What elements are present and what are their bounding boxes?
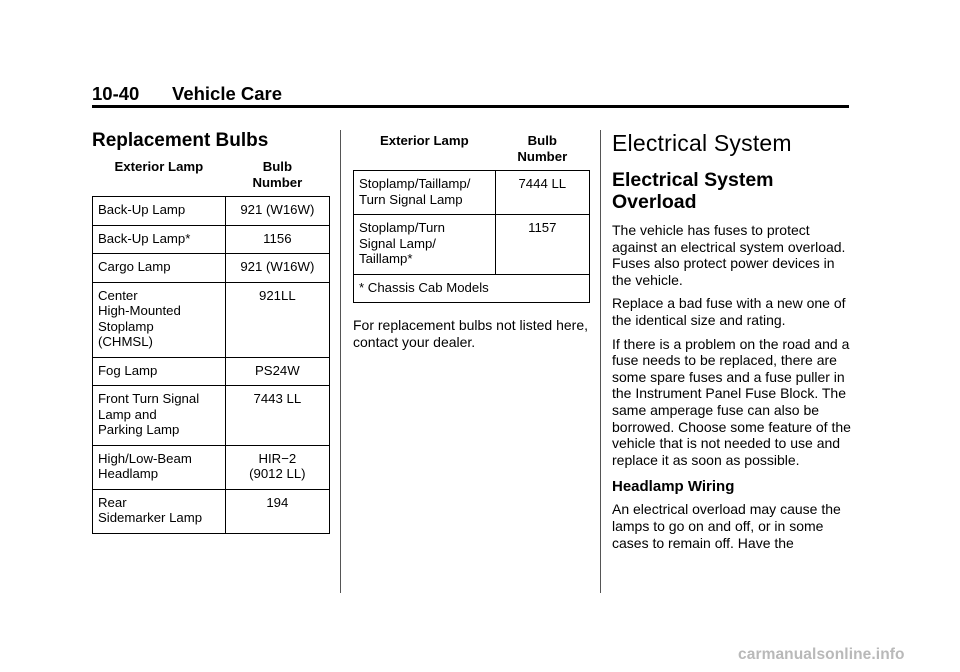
table-row	[354, 171, 590, 215]
table-row	[354, 215, 590, 275]
header-rule	[92, 105, 849, 108]
column-3	[612, 130, 857, 558]
header-bulb-number: Bulb Number	[225, 156, 329, 197]
page-header	[92, 83, 849, 105]
bulb-cell: 921 (W16W)	[225, 197, 329, 226]
bulb-cell: 194	[225, 489, 329, 533]
paragraph-spare-fuses: If there is a problem on the road and a fuse needs to be replaced, there are some spare fuses and a fuse puller in the Instrument Panel Fuse Block. The same amperage fuse can also be borrowed. Choose some feature of the vehicle that is not needed to use and replace it as soon as possible.	[612, 335, 851, 468]
table-row	[93, 254, 330, 283]
table-row	[93, 197, 330, 226]
table-row	[93, 386, 330, 446]
lamp-cell: Cargo Lamp	[93, 254, 226, 283]
table-row	[93, 489, 330, 533]
lamp-cell: Back-Up Lamp	[93, 197, 226, 226]
header-exterior-lamp: Exterior Lamp	[93, 156, 226, 197]
table-row	[93, 357, 330, 386]
paragraph-replace: Replace a bad fuse with a new one of the identical size and rating.	[612, 295, 846, 328]
column-2	[353, 130, 590, 357]
table-row	[93, 445, 330, 489]
table-header-row	[354, 130, 590, 171]
bulb-cell: PS24W	[225, 357, 329, 386]
lamp-cell: Stoplamp/Turn Signal Lamp/ Taillamp*	[354, 215, 496, 275]
lamp-cell: Center High-Mounted Stoplamp (CHMSL)	[93, 282, 226, 357]
lamp-cell: Rear Sidemarker Lamp	[93, 489, 226, 533]
bulb-cell: 921 (W16W)	[225, 254, 329, 283]
bulbs-table-2	[353, 130, 590, 303]
lamp-cell: Fog Lamp	[93, 357, 226, 386]
paragraph-fuses: The vehicle has fuses to protect against an electrical system overload. Fuses also protect power devices in the vehicle.	[612, 222, 846, 288]
lamp-cell: Back-Up Lamp*	[93, 225, 226, 254]
electrical-overload-heading: Electrical System Overload	[612, 169, 774, 213]
header-exterior-lamp: Exterior Lamp	[354, 130, 496, 171]
bulb-cell: HIR−2 (9012 LL)	[225, 445, 329, 489]
bulb-cell: 7443 LL	[225, 386, 329, 446]
lamp-cell: Front Turn Signal Lamp and Parking Lamp	[93, 386, 226, 446]
column-divider-2	[600, 130, 601, 593]
header-bulb-number: Bulb Number	[495, 130, 589, 171]
lamp-cell: High/Low-Beam Headlamp	[93, 445, 226, 489]
bulbs-table-1	[92, 156, 330, 534]
dealer-note: For replacement bulbs not listed here, contact your dealer.	[353, 317, 589, 350]
column-divider-1	[340, 130, 341, 593]
replacement-bulbs-heading: Replacement Bulbs	[92, 130, 269, 151]
table-row	[93, 282, 330, 357]
watermark-text: carmanualsonline.info	[738, 646, 905, 663]
bulb-cell: 1156	[225, 225, 329, 254]
table-row	[93, 225, 330, 254]
bulb-cell: 921LL	[225, 282, 329, 357]
headlamp-wiring-heading: Headlamp Wiring	[612, 478, 735, 496]
paragraph-headlamp-wiring: An electrical overload may cause the lamps to go on and off, or in some cases to remain off. Have the	[612, 501, 841, 551]
page-number: 10-40	[92, 83, 140, 104]
table-header-row	[93, 156, 330, 197]
table-footnote-row	[354, 274, 590, 303]
section-title: Vehicle Care	[172, 83, 283, 104]
column-1	[92, 130, 330, 534]
lamp-cell: Stoplamp/Taillamp/ Turn Signal Lamp	[354, 171, 496, 215]
bulb-cell: 1157	[495, 215, 589, 275]
table-footnote: * Chassis Cab Models	[354, 274, 590, 303]
electrical-system-heading: Electrical System	[612, 130, 792, 156]
bulb-cell: 7444 LL	[495, 171, 589, 215]
